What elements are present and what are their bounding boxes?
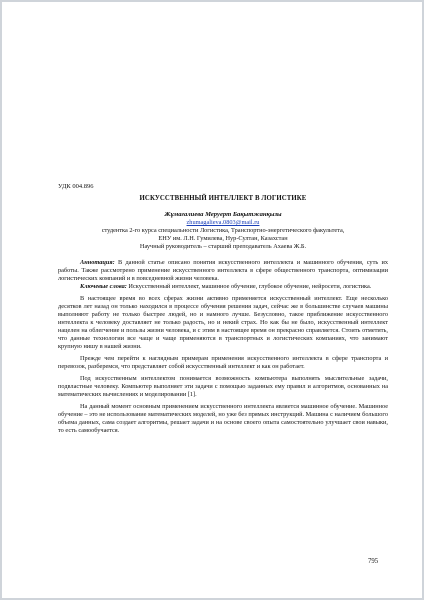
keywords-label: Ключевые слова: [80, 283, 127, 290]
page-number: 795 [368, 558, 379, 565]
article-body [58, 183, 388, 435]
body-paragraph-3: Под искусственным интеллектом понимается возможность компьютера выполнять мыслительные задачи, подвластные человеку. Компьютер выполняет эти задачи с помощью заданных ему правил и алгоритмов, основанных на математических вычислениях и моделировании [1]. [58, 375, 388, 398]
abstract-text: В данной статье описано понятия искусственного интеллекта и машинного обучения, суть их работы. Также рассмотрено применение искусственного интеллекта в сфере общественного транспорта, оптимизации логистических компаний и в повседневной жизни человека. [58, 259, 388, 282]
supervisor-line: Научный руководитель – старший преподаватель Ахаева Ж.Б. [139, 243, 307, 250]
author-email-link[interactable]: zhumagalieva.0803@mail.ru [186, 219, 260, 226]
affiliation-line-2: ЕНУ им. Л.Н. Гумилева, Нур-Султан, Казахстан [158, 235, 288, 242]
abstract-section [58, 259, 388, 291]
abstract-paragraph [58, 259, 388, 283]
keywords-text: Искусственный интеллект, машинное обучение, глубокое обучение, нейросети, логистика. [126, 283, 372, 290]
body-paragraph-1: В настоящее время во всех сферах жизни активно применяется искусственный интеллект. Еще несколько десятков лет назад он только находился в процессе обучения решения задач, сейчас же в большинстве случаев машины выполняют работу не только быстрее людей, но и намного лучше. Безусловно, такое приближение искусственного интеллекта к человеку доставляет не только радость, но и некий страх. Но как бы не было, искусственный интеллект нацелен на облегчение и пользы жизни человека, и с этим в настоящее время он прекрасно справляется. Стоить отметить, что данные технологии все чаще и чаще применяются в транспортных и логистических компаниях, что занимают крупную нишу в нашей жизни. [58, 295, 388, 350]
article-title: ИСКУССТВЕННЫЙ ИНТЕЛЛЕКТ В ЛОГИСТИКЕ [139, 195, 307, 202]
page-border-top [0, 0, 424, 2]
body-paragraph-4: На данный момент основным применением искусственного интеллекта является машинное обучение. Машинное обучение – это не использование математических моделей, но уже без прямых инструкций. Машина с наличием большого объема данных, сама создает алгоритмы, решает задачи и на основе своего опыта самостоятельно улучшает свои навыки, то есть самообучается. [58, 403, 388, 434]
affiliation-line-1: студентка 2-го курса специальности Логистика, Транспортно-энергетического факультета, [101, 227, 345, 234]
author-name: Жұмағалиева Меруерт Бақытжанқызы [164, 211, 282, 218]
body-paragraph-2: Прежде чем перейти к наглядным примерам применения искусственного интеллекта в сфере транспорта и перевозок, разберемся, что представляет собой искусственный интеллект и как он работает. [58, 355, 388, 370]
page-border-left [0, 0, 2, 600]
udk-code: УДК 004.896 [58, 183, 94, 190]
abstract-label: Аннотация: [80, 259, 115, 266]
keywords-paragraph [58, 283, 388, 291]
